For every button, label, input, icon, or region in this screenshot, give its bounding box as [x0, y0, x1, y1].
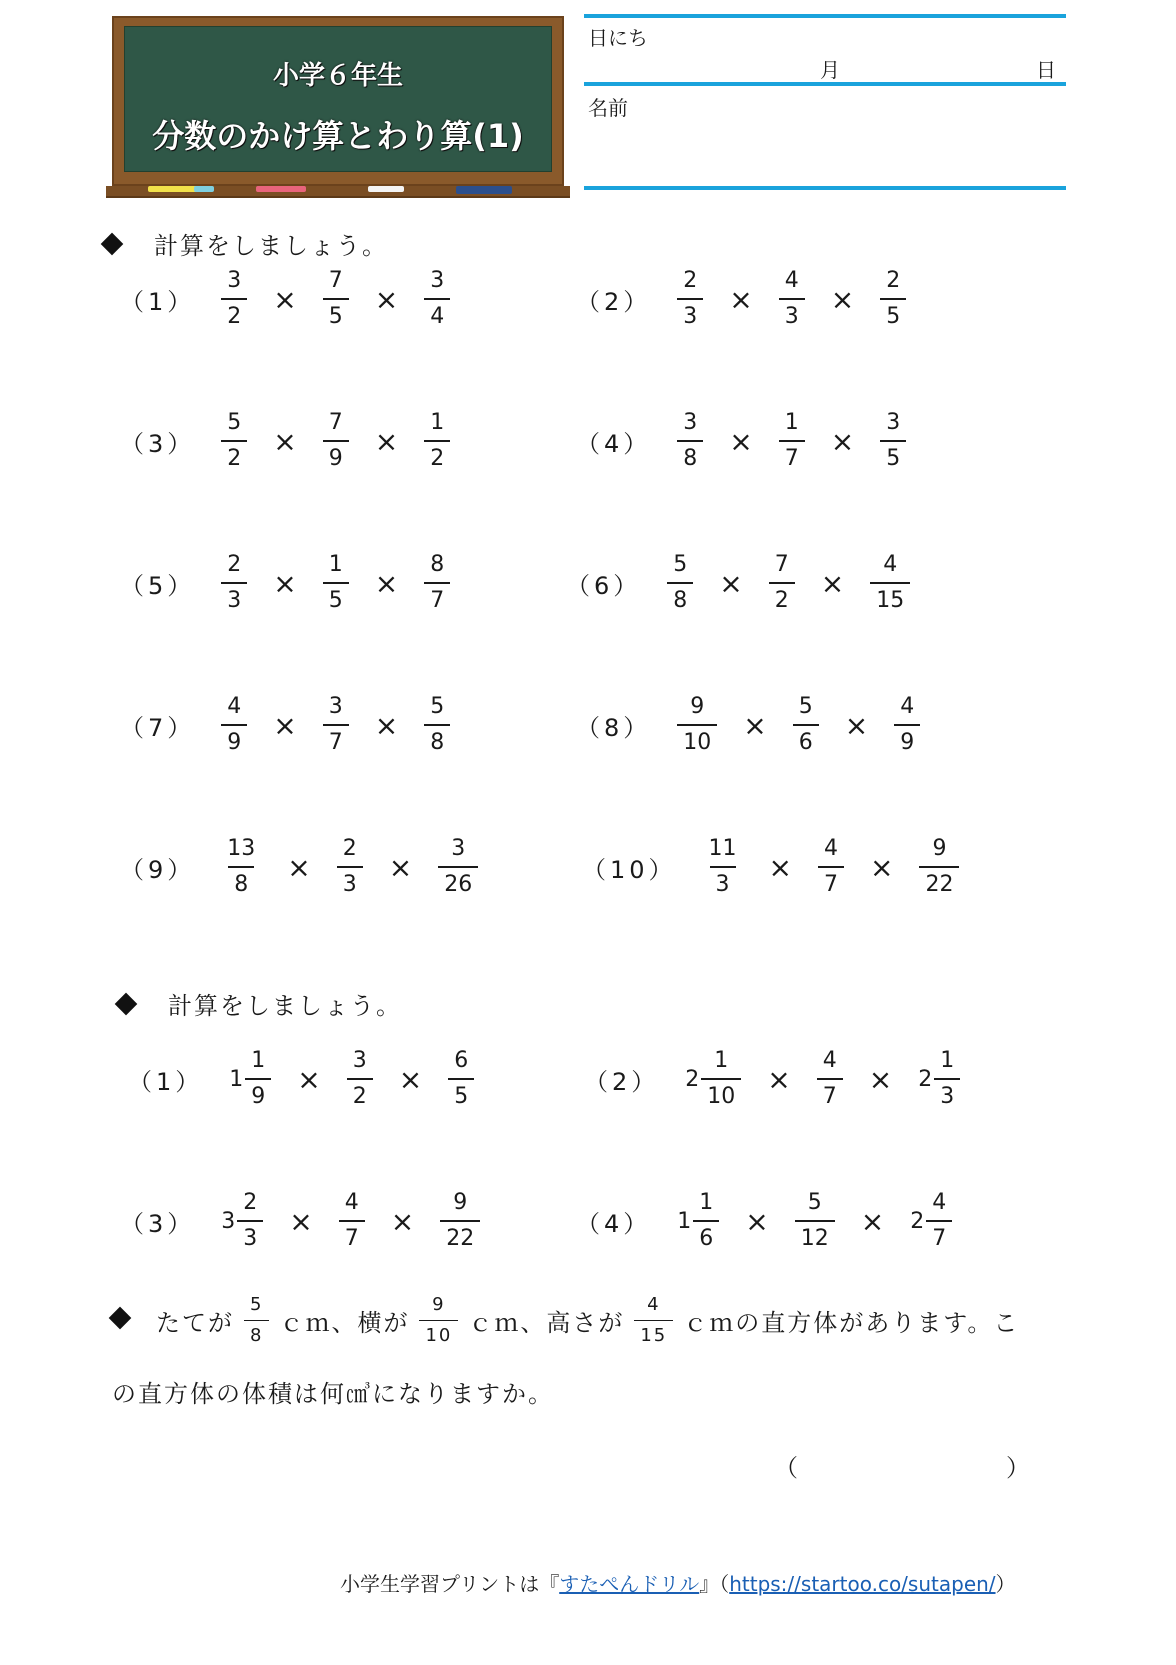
problem-number: （9） [120, 855, 196, 884]
times-operator: × [768, 850, 793, 884]
problem-number: （2） [584, 1067, 660, 1096]
fraction [677, 412, 703, 470]
header-line-middle [584, 82, 1066, 86]
fraction [926, 1192, 952, 1250]
header-line-bottom [584, 186, 1066, 190]
numerator: 7 [328, 410, 343, 435]
diamond-bullet-icon [101, 233, 124, 256]
times-operator: × [729, 282, 753, 316]
fraction-wrapper [440, 1192, 480, 1250]
problem-number: （10） [582, 855, 677, 884]
denominator: 3 [237, 1220, 263, 1250]
diamond-bullet-icon [109, 1306, 132, 1329]
denominator: 12 [795, 1220, 835, 1250]
fraction [894, 696, 920, 754]
fraction [677, 270, 703, 328]
problem-number: （1） [128, 1067, 204, 1096]
fraction [817, 1050, 843, 1108]
mixed-number [918, 1050, 960, 1108]
whole-part: 2 [685, 1066, 700, 1092]
fraction [323, 270, 349, 328]
denominator: 5 [323, 298, 349, 328]
denominator: 8 [228, 866, 254, 896]
fraction [424, 696, 450, 754]
problem-row [582, 838, 959, 896]
times-operator: × [820, 566, 845, 600]
denominator: 5 [448, 1078, 474, 1108]
fraction [693, 1192, 719, 1250]
fraction [880, 270, 906, 328]
fraction [245, 1050, 271, 1108]
diamond-bullet-icon [115, 993, 138, 1016]
denominator: 7 [424, 582, 450, 612]
numerator: 1 [251, 1048, 266, 1073]
times-operator: × [860, 1204, 885, 1238]
denominator: 7 [926, 1220, 952, 1250]
denominator: 7 [818, 866, 844, 896]
problem-number: （2） [576, 287, 652, 316]
answer-paren-close: ） [1006, 1454, 1030, 1482]
times-operator: × [374, 566, 399, 600]
numerator: 1 [430, 410, 445, 435]
fraction [448, 1050, 474, 1108]
denominator: 6 [793, 724, 819, 754]
denominator: 8 [424, 724, 450, 754]
answer-paren-open: （ [774, 1454, 798, 1482]
fraction [677, 696, 717, 754]
section1-heading [104, 226, 388, 261]
numerator: 7 [328, 268, 343, 293]
problem-row [128, 1050, 474, 1108]
denominator: 22 [919, 866, 959, 896]
denominator: 4 [424, 298, 450, 328]
numerator: 4 [227, 694, 242, 719]
numerator: 9 [932, 836, 947, 861]
fraction [237, 1192, 263, 1250]
numerator: 7 [774, 552, 789, 577]
numerator: 6 [454, 1048, 469, 1073]
word-text-2: ｃｍ、横が [279, 1309, 410, 1337]
times-operator: × [719, 566, 743, 600]
word-text-4: ｃｍの直方体があります。こ [683, 1309, 1020, 1337]
numerator: 2 [683, 268, 698, 293]
day-label: 日 [1036, 58, 1056, 82]
denominator: 2 [769, 582, 795, 612]
url-link[interactable]: https://startoo.co/sutapen/ [729, 1572, 996, 1596]
fraction [793, 696, 819, 754]
problem-row [120, 696, 450, 754]
numerator: 1 [328, 552, 343, 577]
fraction [919, 838, 959, 896]
fraction [818, 838, 844, 896]
whole-part: 3 [221, 1208, 236, 1234]
times-operator: × [388, 850, 413, 884]
problem-row [120, 1192, 480, 1250]
month-label: 月 [820, 58, 840, 82]
denominator: 2 [424, 440, 450, 470]
numerator: 3 [227, 268, 242, 293]
chalk-blue-icon [194, 186, 214, 192]
times-operator: × [273, 566, 297, 600]
word-text-1: たてが [156, 1309, 234, 1337]
header-line-top [584, 14, 1066, 18]
fraction [769, 554, 795, 612]
times-operator: × [743, 708, 767, 742]
name-label: 名前 [588, 96, 628, 120]
denominator: 5 [880, 298, 906, 328]
times-operator: × [830, 424, 855, 458]
fraction-wrapper [347, 1050, 373, 1108]
fraction [221, 270, 247, 328]
times-operator: × [273, 708, 297, 742]
date-label: 日にち [588, 26, 648, 50]
numerator: 5 [798, 694, 813, 719]
denominator: 2 [221, 440, 247, 470]
blackboard [112, 16, 564, 186]
times-operator: × [844, 708, 869, 742]
problem-row [576, 412, 906, 470]
fraction [438, 838, 478, 896]
chalk-pink-icon [256, 186, 306, 192]
denominator: 10 [677, 724, 717, 754]
denominator: 6 [693, 1220, 719, 1250]
numerator: 4 [883, 552, 898, 577]
numerator: 2 [227, 552, 242, 577]
times-operator: × [745, 1204, 769, 1238]
numerator: 3 [886, 410, 901, 435]
site-link[interactable]: すたぺんドリル [559, 1572, 700, 1596]
times-operator: × [398, 1062, 423, 1096]
denominator: 3 [221, 582, 247, 612]
numerator: 11 [708, 836, 737, 861]
denominator: 7 [817, 1078, 843, 1108]
mixed-number [221, 1192, 263, 1250]
numerator: 1 [699, 1190, 714, 1215]
denominator: 3 [934, 1078, 960, 1108]
word-text-3: ｃｍ、高さが [468, 1309, 625, 1337]
footer: 小学生学習プリントは『すたぺんドリル』（https://startoo.co/sutapen/） [340, 1572, 1016, 1596]
fraction [424, 412, 450, 470]
numerator: 4 [900, 694, 915, 719]
problem-row [576, 1192, 952, 1250]
fraction [337, 838, 363, 896]
numerator: 2 [243, 1190, 258, 1215]
grade-title: 小学６年生 [272, 61, 403, 91]
fraction [323, 554, 349, 612]
fraction [424, 270, 450, 328]
problem-number: （7） [120, 713, 196, 742]
numerator: 2 [886, 268, 901, 293]
whole-part: 2 [910, 1208, 925, 1234]
problem-row [576, 270, 906, 328]
denominator: 3 [677, 298, 703, 328]
numerator: 4 [824, 836, 839, 861]
problem-number: （8） [576, 713, 652, 742]
numerator: 5 [673, 552, 688, 577]
problem-row [566, 554, 910, 612]
numerator: 13 [227, 836, 256, 861]
numerator: 5 [430, 694, 445, 719]
problem-row [120, 554, 450, 612]
times-operator: × [868, 1062, 893, 1096]
denominator: 2 [347, 1078, 373, 1108]
mixed-number [910, 1192, 952, 1250]
problem-row [584, 1050, 960, 1108]
denominator: 7 [323, 724, 349, 754]
word-problem-line2: の直方体の体積は何㎤になりますか。 [112, 1380, 554, 1408]
fraction [701, 1050, 741, 1108]
problem-row [120, 838, 478, 896]
numerator: 2 [342, 836, 357, 861]
numerator: 4 [344, 1190, 359, 1215]
numerator: 3 [683, 410, 698, 435]
fraction [667, 554, 693, 612]
whole-part: 2 [918, 1066, 933, 1092]
problem-number: （4） [576, 1209, 652, 1238]
fraction-height: $\frac{4}{15}$ [634, 1296, 673, 1345]
times-operator: × [289, 1204, 313, 1238]
problem-row [576, 696, 920, 754]
numerator: 3 [328, 694, 343, 719]
numerator: 3 [352, 1048, 367, 1073]
fraction-width: $\frac{9}{10}$ [419, 1296, 458, 1345]
numerator: 5 [227, 410, 242, 435]
fraction [779, 270, 805, 328]
times-operator: × [297, 1062, 321, 1096]
numerator: 4 [822, 1048, 837, 1073]
numerator: 1 [784, 410, 799, 435]
numerator: 4 [932, 1190, 947, 1215]
denominator: 8 [667, 582, 693, 612]
denominator: 7 [339, 1220, 365, 1250]
fraction [779, 412, 805, 470]
times-operator: × [729, 424, 753, 458]
fraction [221, 696, 247, 754]
fraction [870, 554, 910, 612]
denominator: 2 [221, 298, 247, 328]
whole-part: 1 [229, 1066, 244, 1092]
numerator: 5 [807, 1190, 822, 1215]
denominator: 10 [701, 1078, 741, 1108]
denominator: 8 [677, 440, 703, 470]
times-operator: × [374, 282, 399, 316]
times-operator: × [273, 282, 297, 316]
numerator: 9 [453, 1190, 468, 1215]
problem-number: （1） [120, 287, 196, 316]
mixed-number [685, 1050, 741, 1108]
fraction [323, 696, 349, 754]
denominator: 9 [323, 440, 349, 470]
denominator: 7 [779, 440, 805, 470]
word-problem-line1 [112, 1296, 1019, 1345]
chalk-white-icon [368, 186, 404, 192]
section2-heading [118, 986, 402, 1021]
denominator: 3 [779, 298, 805, 328]
numerator: 3 [430, 268, 445, 293]
denominator: 3 [337, 866, 363, 896]
numerator: 3 [451, 836, 466, 861]
fraction-wrapper [795, 1192, 835, 1250]
denominator: 5 [323, 582, 349, 612]
fraction [221, 412, 247, 470]
denominator: 15 [870, 582, 910, 612]
fraction [795, 1192, 835, 1250]
whole-part: 1 [677, 1208, 692, 1234]
numerator: 1 [940, 1048, 955, 1073]
numerator: 8 [430, 552, 445, 577]
times-operator: × [374, 708, 399, 742]
blackboard-surface [124, 26, 552, 172]
problem-row [120, 270, 450, 328]
times-operator: × [767, 1062, 791, 1096]
problem-row [120, 412, 450, 470]
section1-heading-text: 計算をしましょう。 [154, 232, 388, 260]
fraction [323, 412, 349, 470]
denominator: 3 [710, 866, 736, 896]
mixed-number [677, 1192, 719, 1250]
numerator: 1 [714, 1048, 729, 1073]
times-operator: × [870, 850, 894, 884]
fraction-length: $\frac{5}{8}$ [244, 1296, 269, 1345]
fraction-wrapper [817, 1050, 843, 1108]
problem-number: （3） [120, 1209, 196, 1238]
fraction [221, 554, 247, 612]
fraction [440, 1192, 480, 1250]
times-operator: × [374, 424, 399, 458]
denominator: 9 [221, 724, 247, 754]
denominator: 9 [894, 724, 920, 754]
fraction [339, 1192, 365, 1250]
fraction-wrapper [448, 1050, 474, 1108]
fraction [221, 838, 261, 896]
eraser-icon [456, 186, 512, 194]
denominator: 26 [438, 866, 478, 896]
numerator: 4 [784, 268, 799, 293]
problem-number: （6） [566, 571, 642, 600]
problem-number: （5） [120, 571, 196, 600]
numerator: 9 [690, 694, 705, 719]
fraction [703, 838, 743, 896]
problem-number: （3） [120, 429, 196, 458]
fraction [880, 412, 906, 470]
times-operator: × [830, 282, 855, 316]
denominator: 9 [245, 1078, 271, 1108]
worksheet-title: 分数のかけ算とわり算(1) [152, 117, 524, 155]
denominator: 22 [440, 1220, 480, 1250]
fraction-wrapper [339, 1192, 365, 1250]
fraction [347, 1050, 373, 1108]
times-operator: × [273, 424, 297, 458]
fraction [424, 554, 450, 612]
times-operator: × [390, 1204, 415, 1238]
times-operator: × [287, 850, 311, 884]
fraction [934, 1050, 960, 1108]
section2-heading-text: 計算をしましょう。 [168, 992, 402, 1020]
denominator: 5 [880, 440, 906, 470]
problem-number: （4） [576, 429, 652, 458]
mixed-number [229, 1050, 271, 1108]
